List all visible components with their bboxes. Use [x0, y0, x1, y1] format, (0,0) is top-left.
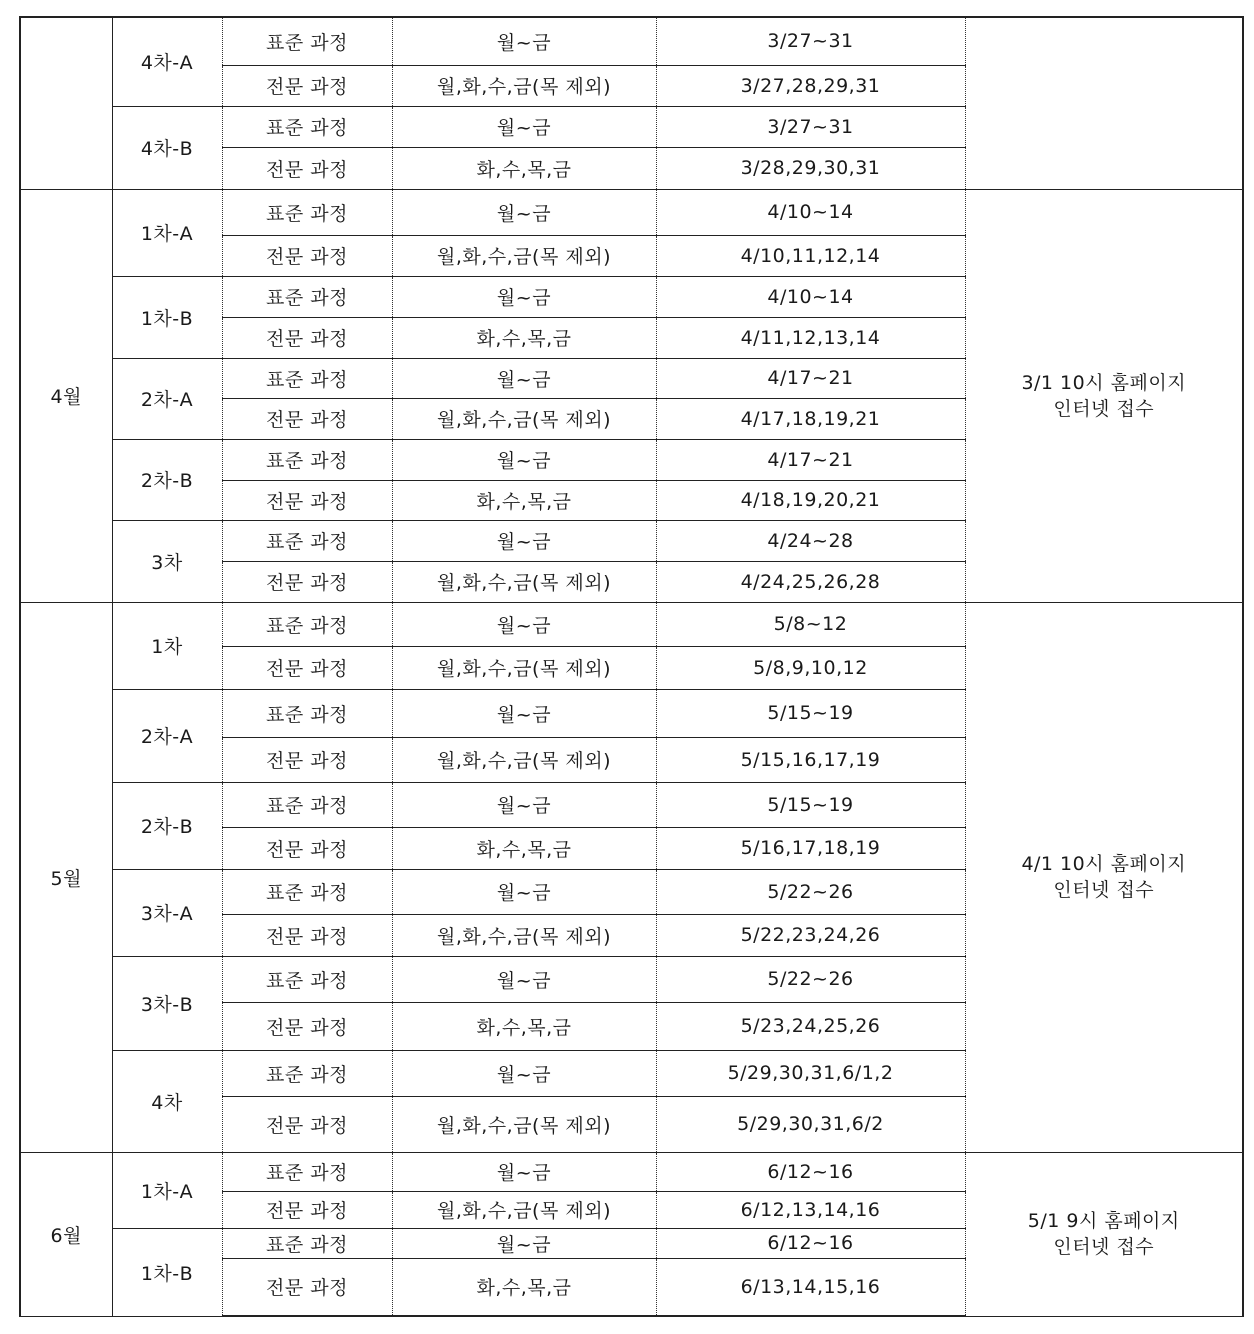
month-cell: 6월 — [20, 1152, 112, 1316]
registration-cell — [965, 1152, 1243, 1316]
course-type-cell: 표준 과정 — [222, 189, 392, 235]
weekdays-cell: 월~금 — [392, 782, 656, 827]
course-type-cell: 표준 과정 — [222, 276, 392, 317]
round-cell: 1차-A — [112, 1152, 222, 1228]
weekdays-cell: 화,수,목,금 — [392, 1258, 656, 1316]
dates-cell: 3/28,29,30,31 — [656, 147, 965, 189]
course-type-cell: 표준 과정 — [222, 956, 392, 1002]
dates-cell: 4/11,12,13,14 — [656, 317, 965, 358]
round-cell: 1차 — [112, 602, 222, 689]
registration-cell — [965, 189, 1243, 602]
dates-cell: 4/17~21 — [656, 439, 965, 480]
dates-cell: 5/22,23,24,26 — [656, 914, 965, 956]
round-cell: 2차-B — [112, 439, 222, 520]
registration-text: 인터넷 접수 — [1053, 397, 1155, 420]
month-cell — [20, 17, 112, 189]
dates-cell: 6/13,14,15,16 — [656, 1258, 965, 1316]
round-cell: 1차-B — [112, 1228, 222, 1316]
weekdays-cell: 월~금 — [392, 358, 656, 398]
dates-cell: 3/27,28,29,31 — [656, 65, 965, 106]
course-type-cell: 전문 과정 — [222, 561, 392, 602]
course-type-cell: 표준 과정 — [222, 869, 392, 914]
course-type-cell: 전문 과정 — [222, 235, 392, 276]
round-cell: 3차-B — [112, 956, 222, 1050]
registration-cell — [965, 602, 1243, 1152]
weekdays-cell: 월,화,수,금(목 제외) — [392, 561, 656, 602]
dates-cell: 4/17,18,19,21 — [656, 398, 965, 439]
weekdays-cell: 월~금 — [392, 106, 656, 147]
dates-cell: 5/15~19 — [656, 782, 965, 827]
dates-cell: 5/15~19 — [656, 689, 965, 737]
schedule-table — [19, 16, 1244, 1317]
weekdays-cell: 월,화,수,금(목 제외) — [392, 235, 656, 276]
weekdays-cell: 화,수,목,금 — [392, 147, 656, 189]
weekdays-cell: 월~금 — [392, 17, 656, 65]
course-type-cell: 표준 과정 — [222, 602, 392, 646]
table-row — [20, 189, 1243, 235]
dates-cell: 5/16,17,18,19 — [656, 827, 965, 869]
dates-cell: 4/24,25,26,28 — [656, 561, 965, 602]
course-type-cell: 전문 과정 — [222, 65, 392, 106]
round-cell: 2차-A — [112, 689, 222, 782]
course-type-cell: 표준 과정 — [222, 782, 392, 827]
dates-cell: 5/8~12 — [656, 602, 965, 646]
dates-cell: 4/10~14 — [656, 276, 965, 317]
dates-cell: 4/17~21 — [656, 358, 965, 398]
table-row — [20, 1152, 1243, 1191]
dates-cell: 5/8,9,10,12 — [656, 646, 965, 689]
table-row — [20, 17, 1243, 65]
round-cell: 4차-A — [112, 17, 222, 106]
dates-cell: 6/12~16 — [656, 1228, 965, 1258]
course-type-cell: 표준 과정 — [222, 1152, 392, 1191]
weekdays-cell: 월~금 — [392, 189, 656, 235]
weekdays-cell: 월~금 — [392, 956, 656, 1002]
course-type-cell: 표준 과정 — [222, 1228, 392, 1258]
dates-cell: 4/10~14 — [656, 189, 965, 235]
weekdays-cell: 월,화,수,금(목 제외) — [392, 737, 656, 782]
weekdays-cell: 월,화,수,금(목 제외) — [392, 1191, 656, 1228]
weekdays-cell: 화,수,목,금 — [392, 827, 656, 869]
weekdays-cell: 월,화,수,금(목 제외) — [392, 398, 656, 439]
round-cell: 4차 — [112, 1050, 222, 1152]
weekdays-cell: 월~금 — [392, 869, 656, 914]
course-type-cell: 표준 과정 — [222, 358, 392, 398]
registration-text: 3/1 10시 홈페이지 — [1021, 371, 1187, 394]
round-cell: 1차-A — [112, 189, 222, 276]
registration-cell — [965, 17, 1243, 189]
dates-cell: 4/18,19,20,21 — [656, 480, 965, 520]
round-cell: 3차 — [112, 520, 222, 602]
dates-cell: 3/27~31 — [656, 106, 965, 147]
weekdays-cell: 월~금 — [392, 276, 656, 317]
course-type-cell: 전문 과정 — [222, 147, 392, 189]
weekdays-cell: 월,화,수,금(목 제외) — [392, 914, 656, 956]
weekdays-cell: 월~금 — [392, 1152, 656, 1191]
dates-cell: 4/24~28 — [656, 520, 965, 561]
round-cell: 2차-B — [112, 782, 222, 869]
round-cell: 3차-A — [112, 869, 222, 956]
course-type-cell: 전문 과정 — [222, 1002, 392, 1050]
weekdays-cell: 월~금 — [392, 1050, 656, 1096]
course-type-cell: 전문 과정 — [222, 317, 392, 358]
registration-text: 4/1 10시 홈페이지 — [1021, 853, 1187, 875]
course-type-cell: 표준 과정 — [222, 106, 392, 147]
round-cell: 2차-A — [112, 358, 222, 439]
weekdays-cell: 월,화,수,금(목 제외) — [392, 646, 656, 689]
dates-cell: 6/12,13,14,16 — [656, 1191, 965, 1228]
course-type-cell: 전문 과정 — [222, 737, 392, 782]
round-cell: 1차-B — [112, 276, 222, 358]
weekdays-cell: 월,화,수,금(목 제외) — [392, 1096, 656, 1152]
dates-cell: 5/22~26 — [656, 869, 965, 914]
course-type-cell: 표준 과정 — [222, 17, 392, 65]
dates-cell: 5/22~26 — [656, 956, 965, 1002]
course-type-cell: 표준 과정 — [222, 689, 392, 737]
weekdays-cell: 화,수,목,금 — [392, 480, 656, 520]
course-type-cell: 전문 과정 — [222, 827, 392, 869]
course-type-cell: 전문 과정 — [222, 1258, 392, 1316]
course-type-cell: 전문 과정 — [222, 1191, 392, 1228]
weekdays-cell: 월~금 — [392, 439, 656, 480]
month-cell: 4월 — [20, 189, 112, 602]
dates-cell: 6/12~16 — [656, 1152, 965, 1191]
round-cell: 4차-B — [112, 106, 222, 189]
registration-text: 인터넷 접수 — [1053, 879, 1155, 901]
weekdays-cell: 월~금 — [392, 602, 656, 646]
weekdays-cell: 화,수,목,금 — [392, 317, 656, 358]
weekdays-cell: 월~금 — [392, 1228, 656, 1258]
dates-cell: 5/29,30,31,6/2 — [656, 1096, 965, 1152]
weekdays-cell: 월~금 — [392, 689, 656, 737]
course-type-cell: 전문 과정 — [222, 398, 392, 439]
course-type-cell: 전문 과정 — [222, 480, 392, 520]
course-type-cell: 표준 과정 — [222, 520, 392, 561]
weekdays-cell: 화,수,목,금 — [392, 1002, 656, 1050]
course-type-cell: 전문 과정 — [222, 914, 392, 956]
weekdays-cell: 월~금 — [392, 520, 656, 561]
registration-text: 5/1 9시 홈페이지 — [1027, 1210, 1180, 1232]
month-cell: 5월 — [20, 602, 112, 1152]
course-type-cell: 전문 과정 — [222, 1096, 392, 1152]
dates-cell: 5/15,16,17,19 — [656, 737, 965, 782]
dates-cell: 3/27~31 — [656, 17, 965, 65]
dates-cell: 5/29,30,31,6/1,2 — [656, 1050, 965, 1096]
dates-cell: 4/10,11,12,14 — [656, 235, 965, 276]
weekdays-cell: 월,화,수,금(목 제외) — [392, 65, 656, 106]
course-type-cell: 전문 과정 — [222, 646, 392, 689]
registration-text: 인터넷 접수 — [1053, 1236, 1155, 1258]
course-type-cell: 표준 과정 — [222, 1050, 392, 1096]
dates-cell: 5/23,24,25,26 — [656, 1002, 965, 1050]
course-type-cell: 표준 과정 — [222, 439, 392, 480]
table-row — [20, 602, 1243, 646]
